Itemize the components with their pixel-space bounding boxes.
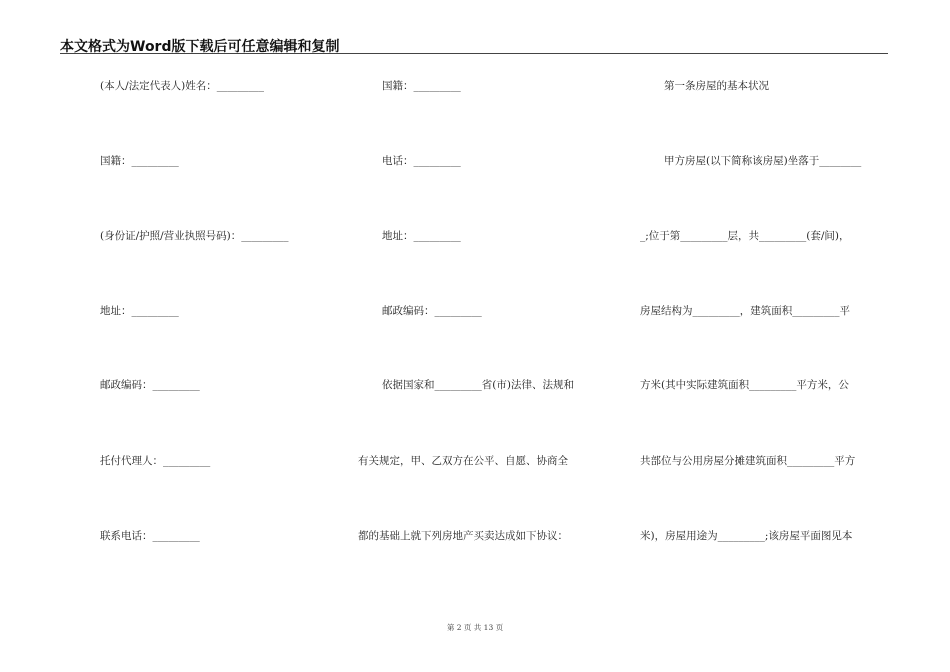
right-line-location: 甲方房屋(以下简称该房屋)坐落于________	[664, 155, 862, 167]
header-divider	[60, 53, 888, 54]
middle-line-agreement: 都的基础上就下列房地产买卖达成如下协议：	[358, 530, 568, 542]
left-line-nationality: 国籍：_________	[100, 155, 179, 167]
right-line-floor: _;位于第_________层，共_________(套/间)，	[640, 230, 850, 242]
left-line-id-number: (身份证/护照/营业执照号码)：_________	[100, 230, 289, 242]
middle-line-phone: 电话：_________	[382, 155, 461, 167]
document-header-title: 本文格式为Word版下载后可任意编辑和复制	[60, 39, 340, 55]
middle-line-address: 地址：_________	[382, 230, 461, 242]
left-line-agent: 托付代理人：_________	[100, 455, 211, 467]
middle-line-provisions: 有关规定，甲、乙双方在公平、自愿、协商全	[358, 455, 568, 467]
right-line-article-heading: 第一条房屋的基本状况	[664, 80, 769, 92]
left-line-name: (本人/法定代表人)姓名：_________	[100, 80, 264, 92]
right-line-shared-area: 共部位与公用房屋分摊建筑面积_________平方	[640, 455, 856, 467]
right-line-structure: 房屋结构为_________，建筑面积_________平	[640, 305, 850, 317]
page-number: 第 2 页 共 13 页	[446, 623, 504, 632]
left-line-phone: 联系电话：_________	[100, 530, 200, 542]
middle-line-basis: 依据国家和_________省(市)法律、法规和	[382, 379, 574, 391]
middle-line-postcode: 邮政编码：_________	[382, 305, 482, 317]
left-line-address: 地址：_________	[100, 305, 179, 317]
middle-line-nationality: 国籍：_________	[382, 80, 461, 92]
right-line-area: 方米(其中实际建筑面积_________平方米，公	[640, 379, 849, 391]
left-line-postcode: 邮政编码：_________	[100, 379, 200, 391]
right-line-usage: 米)，房屋用途为_________;该房屋平面图见本	[640, 530, 853, 542]
